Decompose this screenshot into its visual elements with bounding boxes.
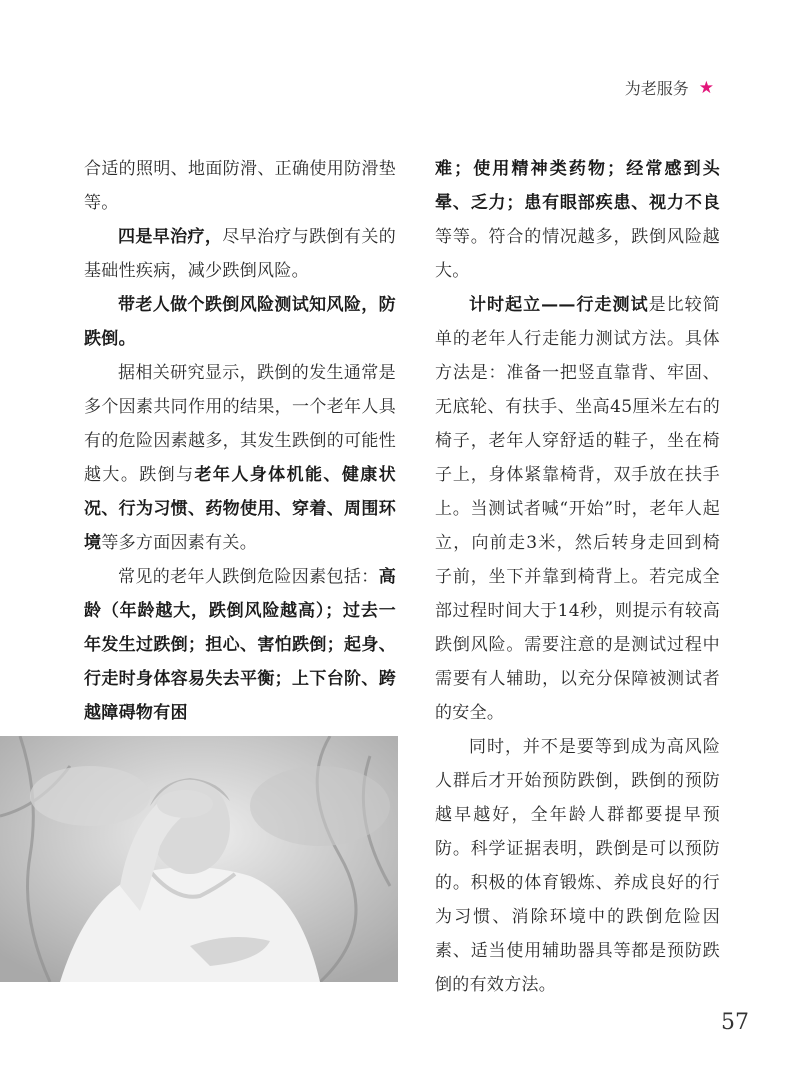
photo-elderly-woman-dizzy bbox=[0, 736, 398, 982]
bold-text: 计时起立——行走测试 bbox=[469, 295, 649, 315]
paragraph bbox=[435, 152, 720, 288]
section-title: 为老服务 bbox=[624, 79, 689, 98]
right-column bbox=[435, 152, 720, 1002]
text: 等等。符合的情况越多，跌倒风险越大。 bbox=[435, 227, 720, 281]
paragraph bbox=[84, 220, 396, 288]
text: 常见的老年人跌倒危险因素包括： bbox=[118, 567, 379, 587]
star-icon: ★ bbox=[698, 77, 714, 98]
bold-text: 老年人身体机能、健康状况、行为习惯、药物使用、穿着、周围环境 bbox=[84, 465, 396, 553]
text: 尽早治疗与跌倒有关的基础性疾病，减少跌倒风险。 bbox=[84, 227, 396, 281]
text: 等多方面因素有关。 bbox=[101, 533, 258, 553]
paragraph: 合适的照明、地面防滑、正确使用防滑垫等。 bbox=[84, 159, 396, 213]
page-number: 57 bbox=[721, 1010, 749, 1035]
bold-text: 高龄（年龄越大，跌倒风险越高）；过去一年发生过跌倒；担心、害怕跌倒；起身、行走时身体容易失去平衡；上下台阶、跨越障碍物有困 bbox=[84, 567, 396, 723]
subheading bbox=[84, 288, 396, 356]
running-header bbox=[625, 76, 714, 99]
paragraph: 同时，并不是要等到成为高风险人群后才开始预防跌倒，跌倒的预防越早越好，全年龄人群都要提早预防。科学证据表明，跌倒是可以预防的。积极的体育锻炼、养成良好的行为习惯、消除环境中的跌倒危险因素、适当使用辅助器具等都是预防跌倒的有效方法。 bbox=[435, 737, 720, 995]
photo-illustration bbox=[0, 736, 398, 982]
paragraph bbox=[84, 560, 396, 730]
bold-text: 难；使用精神类药物；经常感到头晕、乏力；患有眼部疾患、视力不良 bbox=[435, 159, 720, 213]
text: 是比较简单的老年人行走能力测试方法。具体方法是：准备一把竖直靠背、牢固、无底轮、有扶手、坐高45厘米左右的椅子，老年人穿舒适的鞋子，坐在椅子上，身体紧靠椅背，双手放在扶手上。当测试者喊“开始”时，老年人起立，向前走3米，然后转身走回到椅子前，坐下并靠到椅背上。若完成全部过程时间大于14秒，则提示有较高跌倒风险。需要注意的是测试过程中需要有人辅助，以充分保障被测试者的安全。 bbox=[435, 295, 721, 723]
left-column bbox=[84, 152, 396, 730]
paragraph bbox=[435, 288, 720, 730]
text: 据相关研究显示，跌倒的发生通常是多个因素共同作用的结果，一个老年人具有的危险因素越多，其发生跌倒的可能性越大。跌倒与 bbox=[84, 363, 396, 485]
bold-text: 四是早治疗， bbox=[118, 227, 223, 247]
bold-text: 带老人做个跌倒风险测试知风险，防跌倒。 bbox=[84, 295, 396, 349]
paragraph bbox=[84, 356, 396, 560]
